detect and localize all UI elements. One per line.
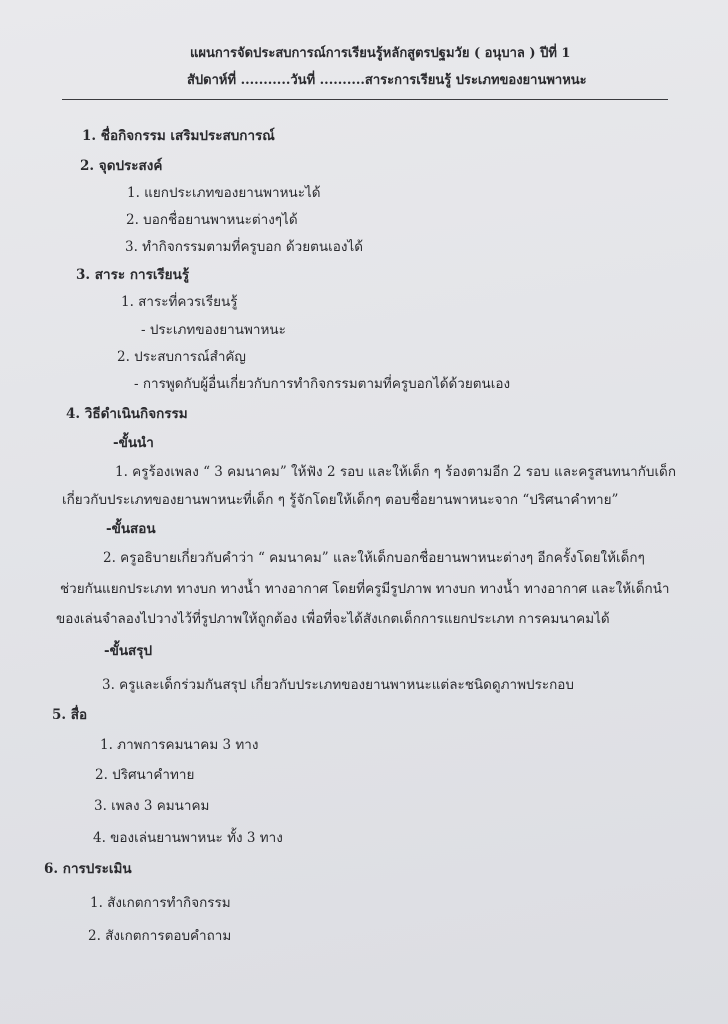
media-item: 2. ปริศนาคำทาย — [95, 767, 195, 783]
section-1-heading: 1. ชื่อกิจกรรม เสริมประสบการณ์ — [82, 128, 275, 144]
content-sub-item: - การพูดกับผู้อื่นเกี่ยวกับการทำกิจกรรมตามที่ครูบอกได้ด้วยตนเอง — [134, 376, 511, 392]
doc-title: แผนการจัดประสบการณ์การเรียนรู้หลักสูตรปฐมวัย ( อนุบาล ) ปีที่ 1 — [190, 46, 571, 61]
section-4-heading: 4. วิธีดำเนินกิจกรรม — [66, 406, 188, 422]
objective-item: 3. ทำกิจกรรมตามที่ครูบอก ด้วยตนเองได้ — [125, 239, 364, 255]
step-teach-label: -ขั้นสอน — [106, 521, 156, 537]
step-teach-text: ช่วยกันแยกประเภท ทางบก ทางน้ำ ทางอากาศ โดยที่ครูมีรูปภาพ ทางบก ทางน้ำ ทางอากาศ และให้เด็กนำ — [60, 581, 670, 597]
media-item: 3. เพลง 3 คมนาคม — [94, 798, 210, 814]
header-divider — [62, 99, 668, 100]
objective-item: 2. บอกชื่อยานพาหนะต่างๆได้ — [126, 212, 298, 228]
content-sub-heading: 2. ประสบการณ์สำคัญ — [117, 349, 246, 365]
section-6-heading: 6. การประเมิน — [44, 861, 132, 877]
step-teach-text: ของเล่นจำลองไปวางไว้ที่รูปภาพให้ถูกต้อง เพื่อที่จะได้สังเกตเด็กการแยกประเภท การคมนาคมได้ — [56, 611, 610, 627]
step-summary-label: -ขั้นสรุป — [104, 643, 153, 659]
doc-subtitle: สัปดาห์ที่ ...........วันที่ ..........สาระการเรียนรู้ ประเภทของยานพาหนะ — [187, 73, 587, 88]
content-sub-heading: 1. สาระที่ควรเรียนรู้ — [121, 294, 238, 310]
section-5-heading: 5. สื่อ — [52, 707, 88, 723]
step-intro-text: เกี่ยวกับประเภทของยานพาหนะที่เด็ก ๆ รู้จักโดยให้เด็กๆ ตอบชื่อยานพาหนะจาก “ปริศนาคำทาย” — [62, 492, 619, 508]
evaluation-item: 2. สังเกตการตอบคำถาม — [88, 928, 232, 944]
objective-item: 1. แยกประเภทของยานพาหนะได้ — [127, 185, 321, 201]
step-teach-text: 2. ครูอธิบายเกี่ยวกับคำว่า “ คมนาคม” และให้เด็กบอกชื่อยานพาหนะต่างๆ อีกครั้งโดยให้เด็กๆ — [103, 550, 645, 566]
step-intro-label: -ขั้นนำ — [113, 435, 154, 451]
section-3-heading: 3. สาระ การเรียนรู้ — [76, 267, 190, 283]
content-sub-item: - ประเภทของยานพาหนะ — [141, 322, 286, 338]
step-intro-text: 1. ครูร้องเพลง “ 3 คมนาคม” ให้ฟัง 2 รอบ และให้เด็ก ๆ ร้องตามอีก 2 รอบ และครูสนทนากับเด็ก — [115, 464, 676, 480]
evaluation-item: 1. สังเกตการทำกิจกรรม — [90, 895, 231, 911]
step-summary-text: 3. ครูและเด็กร่วมกันสรุป เกี่ยวกับประเภทของยานพาหนะแต่ละชนิดดูภาพประกอบ — [102, 677, 574, 693]
media-item: 4. ของเล่นยานพาหนะ ทั้ง 3 ทาง — [93, 830, 283, 846]
section-2-heading: 2. จุดประสงค์ — [80, 158, 163, 174]
media-item: 1. ภาพการคมนาคม 3 ทาง — [100, 737, 259, 753]
